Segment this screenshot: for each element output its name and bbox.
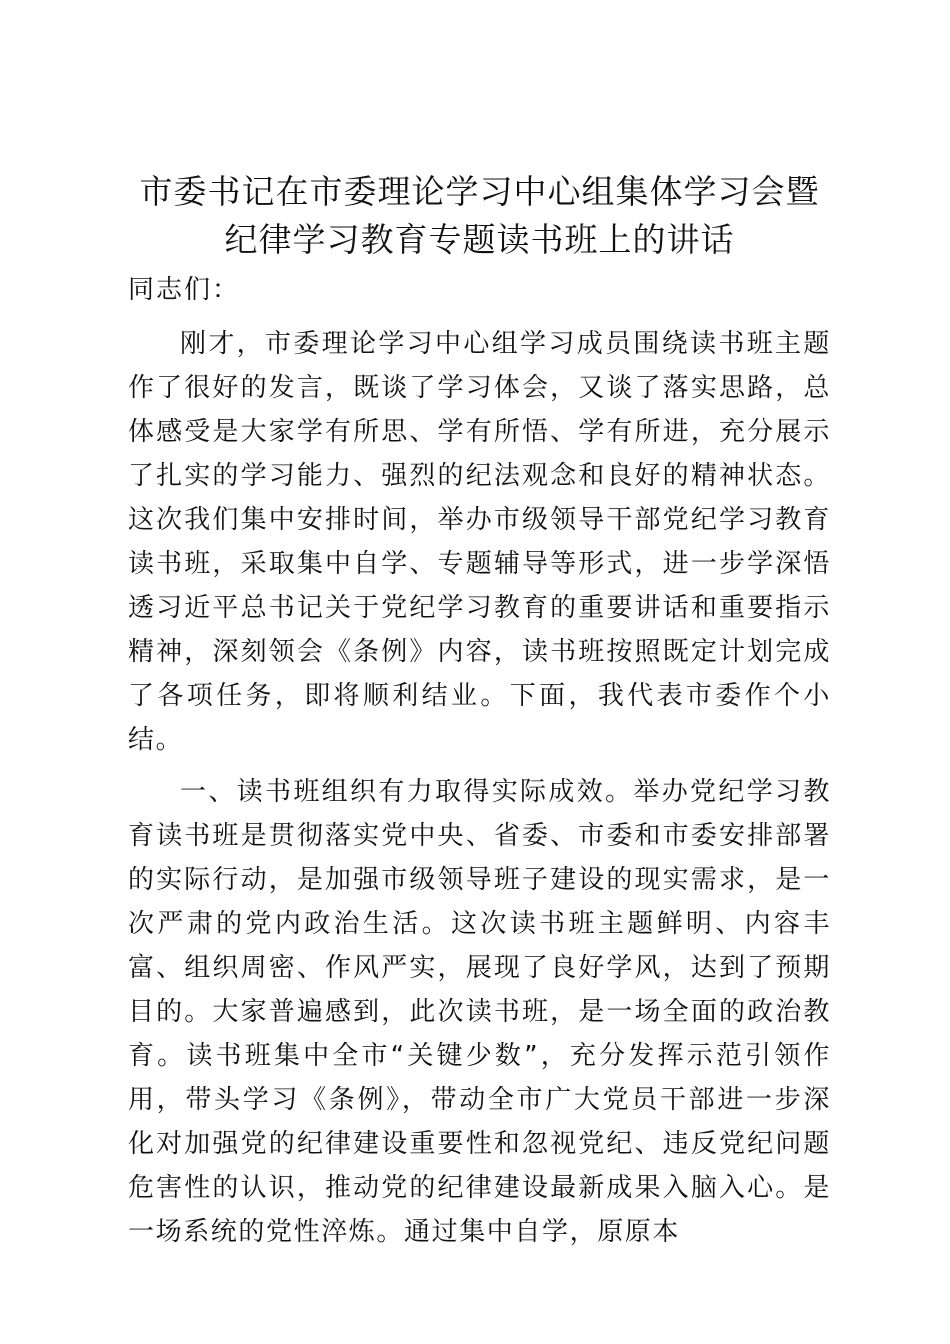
document-title (128, 168, 831, 264)
document-page (128, 168, 831, 1254)
title-line-1: 市委书记在市委理论学习中心组集体学习会暨 (139, 172, 820, 211)
salutation: 同志们： (128, 275, 241, 305)
body-paragraph-1: 刚才，市委理论学习中心组学习成员围绕读书班主题作了很好的发言，既谈了学习体会，又谈了落实思路，总体感受是大家学有所思、学有所悟、学有所进，充分展示了扎实的学习能力、强烈的纪法观念和良好的精神状态。这次我们集中安排时间，举办市级领导干部党纪学习教育读书班，采取集中自学、专题辅导等形式，进一步学深悟透习近平总书记关于党纪学习教育的重要讲话和重要指示精神，深刻领会《条例》内容，读书班按照既定计划完成了各项任务，即将顺利结业。下面，我代表市委作个小结。 (128, 329, 831, 755)
body-paragraph-2: 一、读书班组织有力取得实际成效。举办党纪学习教育读书班是贯彻落实党中央、省委、市委和市委安排部署的实际行动，是加强市级领导班子建设的现实需求，是一次严肃的党内政治生活。这次读书班主题鲜明、内容丰富、组织周密、作风严实，展现了良好学风，达到了预期目的。大家普遍感到，此次读书班，是一场全面的政治教育。读书班集中全市“关键少数”，充分发挥示范引领作用，带头学习《条例》，带动全市广大党员干部进一步深化对加强党的纪律建设重要性和忽视党纪、违反党纪问题危害性的认识，推动党的纪律建设最新成果入脑入心。是一场系统的党性淬炼。通过集中自学，原原本 (128, 777, 831, 1247)
title-line-2: 纪律学习教育专题读书班上的讲话 (224, 220, 735, 259)
